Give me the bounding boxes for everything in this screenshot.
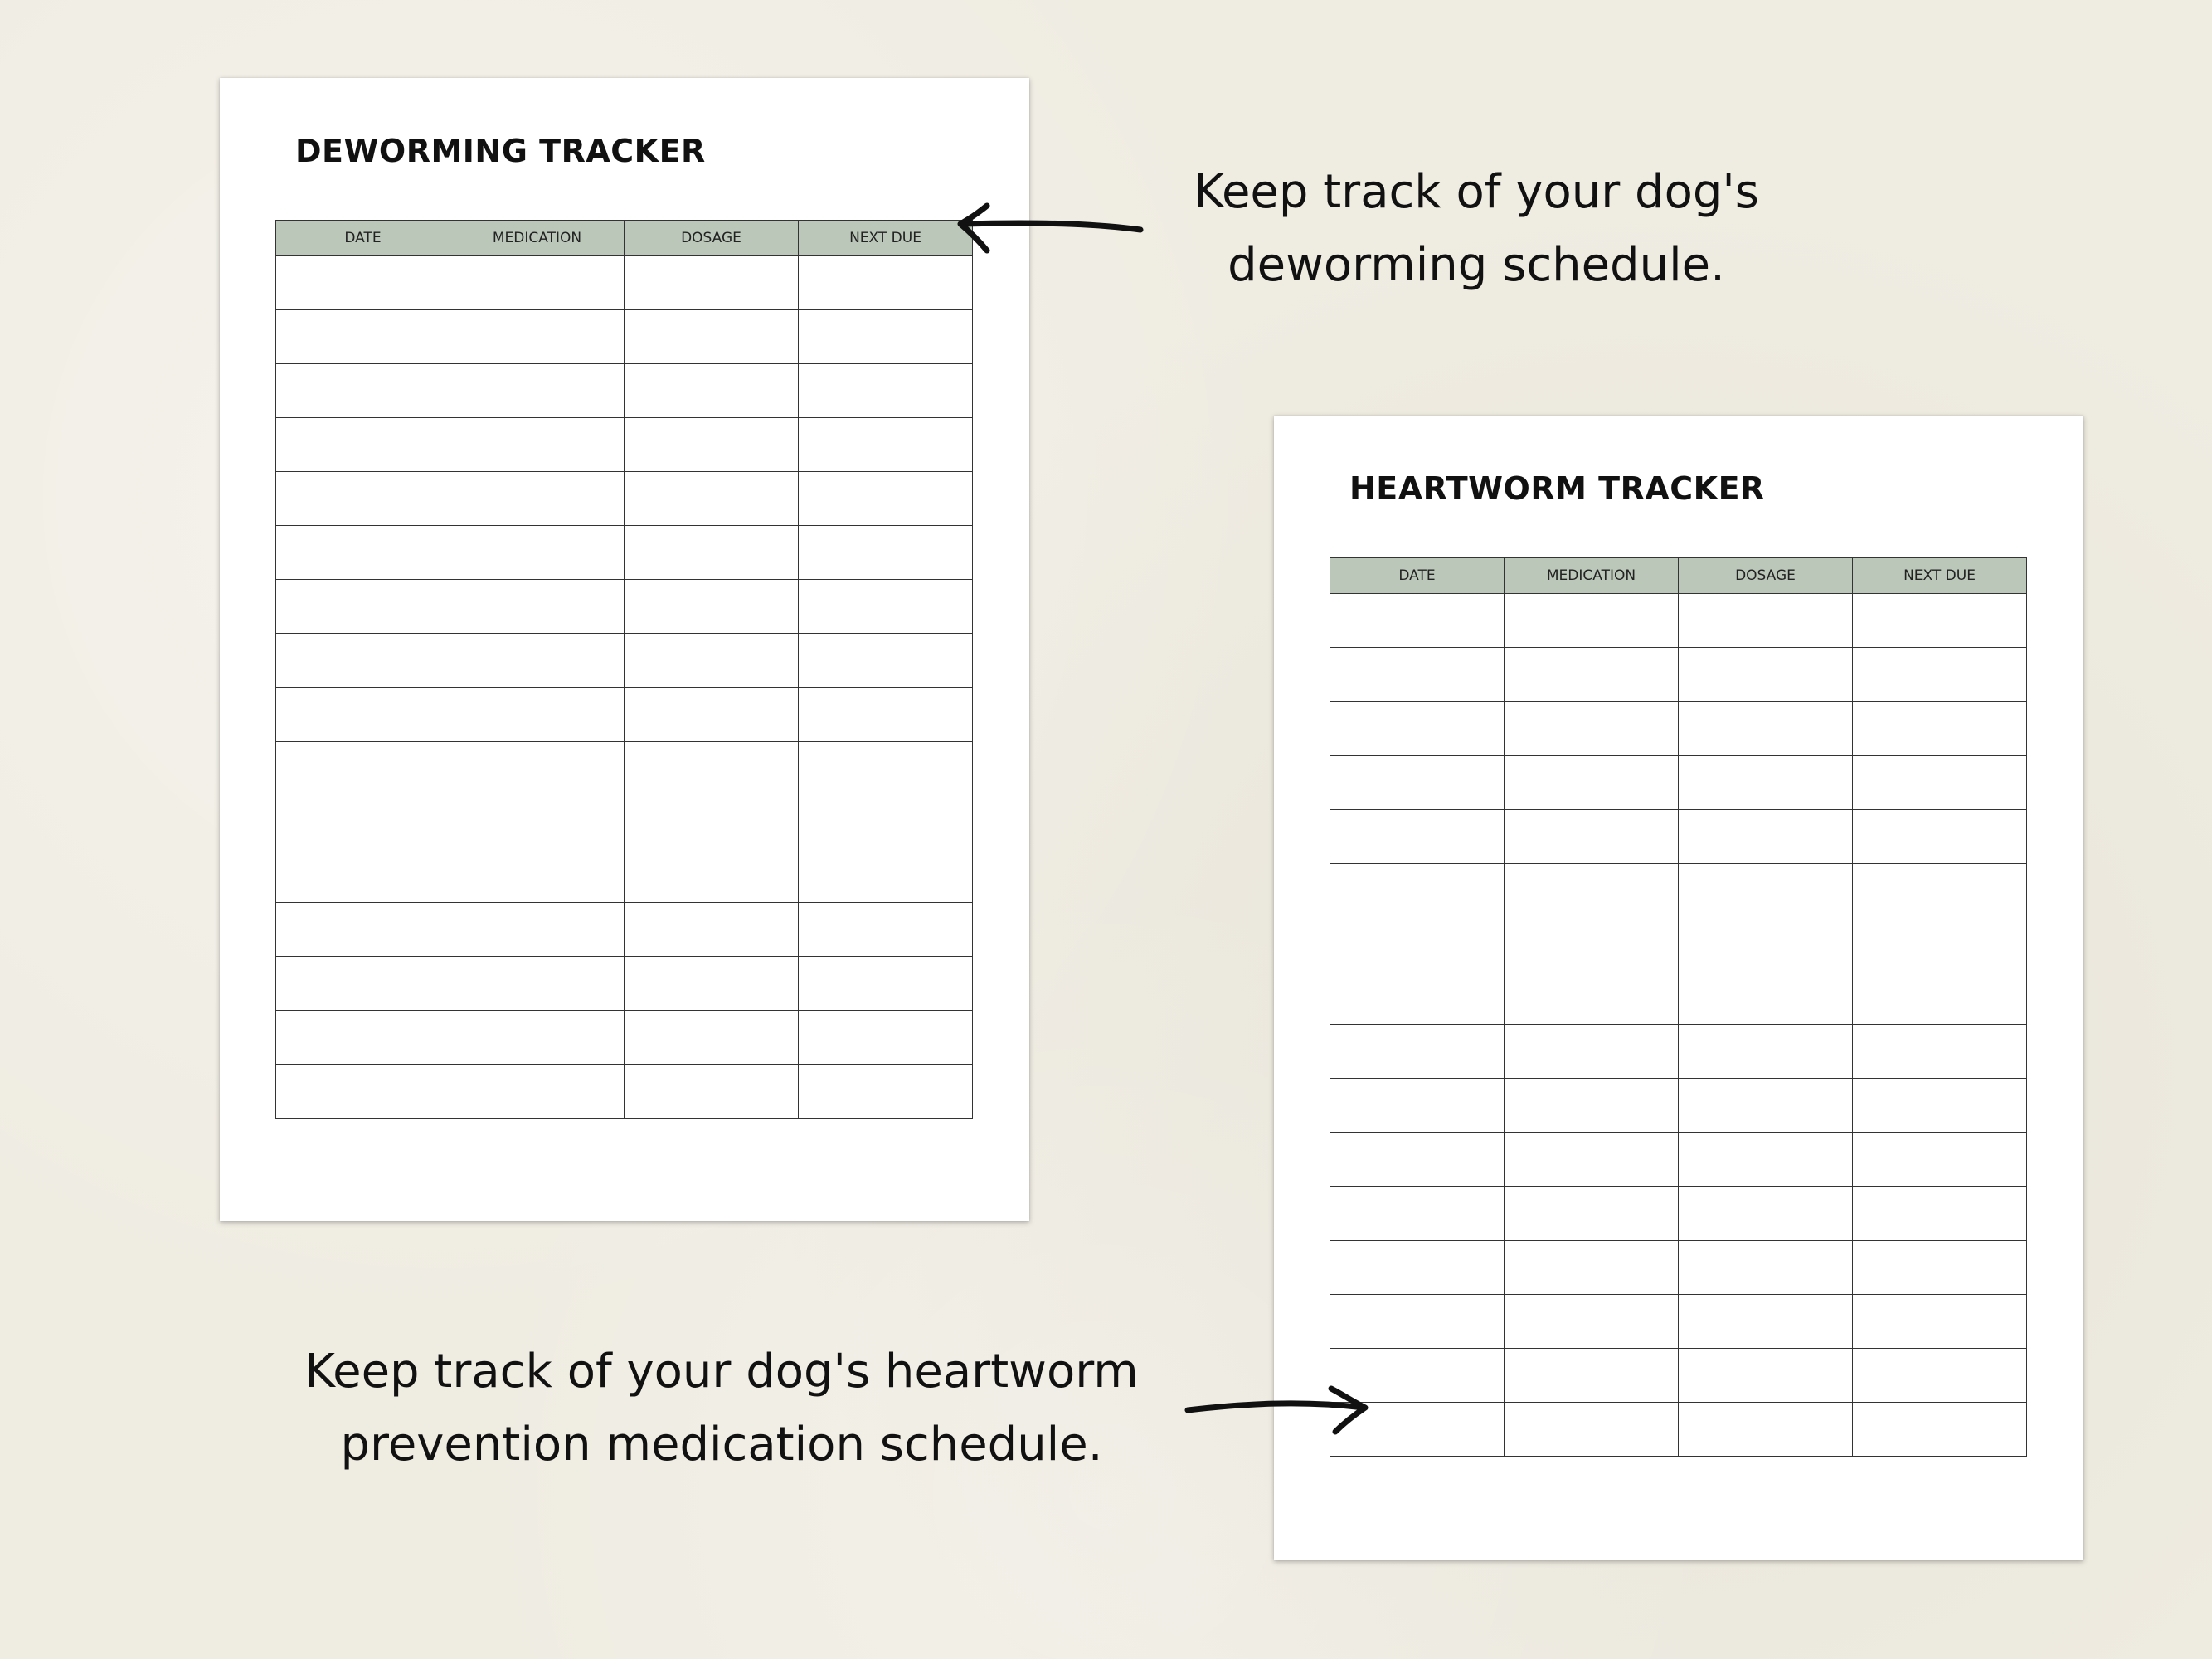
cell-next-due: [799, 418, 973, 472]
table-row: [276, 1065, 973, 1119]
table-row: [1330, 1295, 2027, 1349]
heartworm-table-body: [1330, 594, 2027, 1457]
cell-medication: [1505, 1241, 1679, 1295]
table-row: [276, 795, 973, 849]
cell-medication: [450, 849, 625, 903]
cell-medication: [1505, 756, 1679, 810]
cell-dosage: [1679, 917, 1853, 971]
cell-date: [1330, 1187, 1505, 1241]
cell-next-due: [799, 795, 973, 849]
table-header-row: [276, 221, 973, 256]
table-row: [1330, 971, 2027, 1025]
cell-dosage: [1679, 702, 1853, 756]
cell-dosage: [625, 580, 799, 634]
cell-date: [276, 256, 450, 310]
cell-date: [1330, 917, 1505, 971]
arrow-left-icon: [946, 199, 1145, 265]
cell-next-due: [799, 742, 973, 795]
cell-next-due: [1853, 1295, 2027, 1349]
table-row: [1330, 864, 2027, 917]
cell-medication: [450, 526, 625, 580]
cell-date: [1330, 1079, 1505, 1133]
cell-medication: [1505, 971, 1679, 1025]
cell-medication: [450, 1065, 625, 1119]
cell-date: [1330, 864, 1505, 917]
table-row: [276, 310, 973, 364]
cell-dosage: [1679, 810, 1853, 864]
cell-next-due: [1853, 917, 2027, 971]
cell-dosage: [625, 310, 799, 364]
cell-date: [1330, 1133, 1505, 1187]
cell-date: [1330, 810, 1505, 864]
heartworm-caption-line-1: Keep track of your dog's heartworm: [304, 1345, 1139, 1399]
table-row: [1330, 810, 2027, 864]
cell-date: [276, 580, 450, 634]
cell-dosage: [625, 418, 799, 472]
cell-next-due: [1853, 971, 2027, 1025]
cell-dosage: [1679, 1133, 1853, 1187]
cell-date: [276, 418, 450, 472]
cell-dosage: [625, 903, 799, 957]
cell-medication: [1505, 1079, 1679, 1133]
cell-next-due: [1853, 702, 2027, 756]
heartworm-caption: [265, 1335, 1178, 1481]
cell-next-due: [799, 1065, 973, 1119]
cell-medication: [450, 310, 625, 364]
arrow-right-icon: [1178, 1377, 1377, 1443]
cell-dosage: [625, 472, 799, 526]
cell-dosage: [1679, 594, 1853, 648]
table-header-row: [1330, 558, 2027, 594]
cell-medication: [1505, 1025, 1679, 1079]
cell-date: [1330, 1241, 1505, 1295]
column-header-dosage: DOSAGE: [1679, 558, 1853, 594]
cell-next-due: [1853, 756, 2027, 810]
heartworm-caption-line-2: prevention medication schedule.: [340, 1418, 1103, 1472]
cell-next-due: [799, 688, 973, 742]
table-row: [1330, 1403, 2027, 1457]
cell-medication: [1505, 864, 1679, 917]
cell-dosage: [625, 688, 799, 742]
cell-dosage: [1679, 1187, 1853, 1241]
heartworm-tracker-title: HEARTWORM TRACKER: [1349, 470, 1765, 507]
cell-date: [1330, 1025, 1505, 1079]
cell-date: [276, 364, 450, 418]
table-row: [276, 742, 973, 795]
cell-dosage: [1679, 1295, 1853, 1349]
cell-date: [1330, 702, 1505, 756]
table-row: [276, 580, 973, 634]
table-row: [276, 526, 973, 580]
column-header-medication: MEDICATION: [450, 221, 625, 256]
cell-dosage: [625, 957, 799, 1011]
cell-next-due: [799, 526, 973, 580]
cell-medication: [1505, 1295, 1679, 1349]
cell-next-due: [799, 364, 973, 418]
cell-next-due: [1853, 810, 2027, 864]
table-row: [1330, 1241, 2027, 1295]
table-row: [276, 256, 973, 310]
cell-dosage: [1679, 1025, 1853, 1079]
column-header-next-due: NEXT DUE: [1853, 558, 2027, 594]
cell-medication: [1505, 1133, 1679, 1187]
cell-dosage: [625, 1065, 799, 1119]
cell-dosage: [625, 634, 799, 688]
cell-medication: [450, 256, 625, 310]
deworming-caption-line-1: Keep track of your dog's: [1194, 165, 1759, 219]
cell-date: [276, 472, 450, 526]
cell-dosage: [1679, 648, 1853, 702]
table-row: [1330, 702, 2027, 756]
table-row: [276, 1011, 973, 1065]
cell-date: [276, 526, 450, 580]
cell-date: [276, 310, 450, 364]
cell-medication: [1505, 648, 1679, 702]
table-row: [276, 849, 973, 903]
cell-date: [276, 742, 450, 795]
cell-medication: [450, 957, 625, 1011]
cell-medication: [1505, 1403, 1679, 1457]
deworming-caption-line-2: deworming schedule.: [1228, 238, 1725, 292]
table-row: [1330, 917, 2027, 971]
cell-next-due: [799, 580, 973, 634]
cell-date: [276, 795, 450, 849]
cell-next-due: [1853, 1187, 2027, 1241]
cell-medication: [1505, 1187, 1679, 1241]
cell-dosage: [625, 795, 799, 849]
table-row: [1330, 648, 2027, 702]
heartworm-tracker-table: [1330, 557, 2027, 1457]
cell-medication: [450, 634, 625, 688]
table-row: [276, 688, 973, 742]
heartworm-tracker-sheet: [1274, 416, 2083, 1560]
cell-dosage: [1679, 971, 1853, 1025]
cell-date: [276, 1065, 450, 1119]
cell-dosage: [625, 364, 799, 418]
cell-medication: [450, 903, 625, 957]
cell-medication: [450, 580, 625, 634]
cell-dosage: [625, 526, 799, 580]
cell-dosage: [1679, 864, 1853, 917]
cell-dosage: [625, 256, 799, 310]
table-row: [276, 903, 973, 957]
cell-next-due: [1853, 1349, 2027, 1403]
cell-next-due: [1853, 864, 2027, 917]
cell-dosage: [1679, 1241, 1853, 1295]
cell-medication: [1505, 917, 1679, 971]
table-row: [276, 418, 973, 472]
cell-next-due: [1853, 594, 2027, 648]
cell-next-due: [799, 957, 973, 1011]
cell-next-due: [799, 472, 973, 526]
cell-next-due: [1853, 1025, 2027, 1079]
table-row: [1330, 1079, 2027, 1133]
cell-medication: [450, 1011, 625, 1065]
table-row: [276, 364, 973, 418]
cell-date: [1330, 594, 1505, 648]
table-row: [276, 957, 973, 1011]
cell-next-due: [1853, 1403, 2027, 1457]
cell-dosage: [625, 1011, 799, 1065]
cell-date: [1330, 1295, 1505, 1349]
cell-medication: [450, 418, 625, 472]
cell-medication: [450, 688, 625, 742]
cell-medication: [1505, 1349, 1679, 1403]
cell-date: [276, 688, 450, 742]
cell-medication: [450, 472, 625, 526]
cell-next-due: [799, 310, 973, 364]
cell-date: [1330, 756, 1505, 810]
cell-next-due: [799, 1011, 973, 1065]
cell-next-due: [1853, 648, 2027, 702]
column-header-next-due: NEXT DUE: [799, 221, 973, 256]
cell-next-due: [799, 849, 973, 903]
cell-date: [276, 957, 450, 1011]
cell-next-due: [1853, 1079, 2027, 1133]
table-row: [276, 472, 973, 526]
cell-dosage: [1679, 756, 1853, 810]
cell-date: [276, 903, 450, 957]
deworming-tracker-title: DEWORMING TRACKER: [295, 133, 706, 169]
table-row: [1330, 1025, 2027, 1079]
column-header-medication: MEDICATION: [1505, 558, 1679, 594]
deworming-caption: [1145, 156, 1808, 302]
cell-medication: [450, 795, 625, 849]
cell-next-due: [799, 634, 973, 688]
cell-date: [1330, 971, 1505, 1025]
cell-dosage: [625, 742, 799, 795]
column-header-dosage: DOSAGE: [625, 221, 799, 256]
column-header-date: DATE: [276, 221, 450, 256]
cell-medication: [1505, 702, 1679, 756]
table-row: [1330, 1133, 2027, 1187]
cell-date: [276, 634, 450, 688]
cell-date: [1330, 648, 1505, 702]
cell-dosage: [625, 849, 799, 903]
cell-dosage: [1679, 1349, 1853, 1403]
cell-next-due: [1853, 1133, 2027, 1187]
cell-medication: [1505, 810, 1679, 864]
cell-date: [276, 1011, 450, 1065]
table-row: [1330, 1187, 2027, 1241]
cell-medication: [450, 742, 625, 795]
cell-next-due: [799, 903, 973, 957]
cell-next-due: [1853, 1241, 2027, 1295]
deworming-tracker-sheet: [220, 78, 1029, 1221]
cell-dosage: [1679, 1079, 1853, 1133]
cell-medication: [450, 364, 625, 418]
cell-dosage: [1679, 1403, 1853, 1457]
cell-date: [276, 849, 450, 903]
table-row: [276, 634, 973, 688]
table-row: [1330, 1349, 2027, 1403]
deworming-tracker-table: [275, 220, 973, 1119]
cell-medication: [1505, 594, 1679, 648]
table-row: [1330, 756, 2027, 810]
deworming-table-body: [276, 256, 973, 1119]
column-header-date: DATE: [1330, 558, 1505, 594]
table-row: [1330, 594, 2027, 648]
